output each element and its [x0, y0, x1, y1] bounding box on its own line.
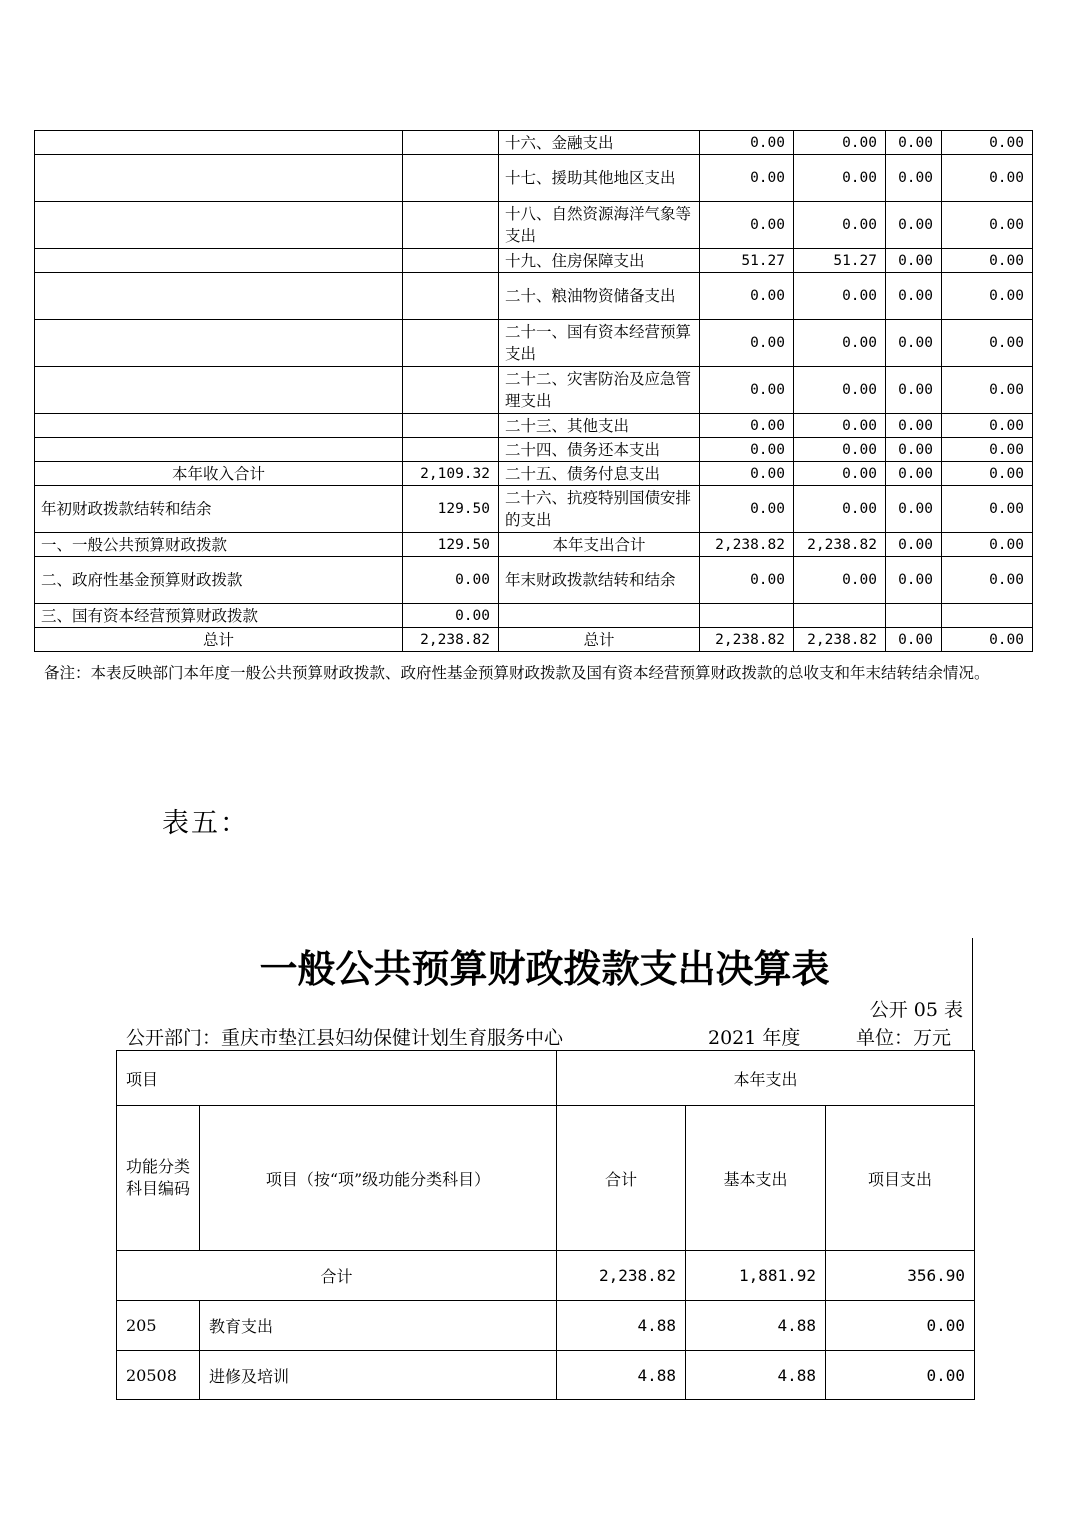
expenditure-item: 二十三、其他支出	[499, 414, 700, 438]
expenditure-item: 二十一、国有资本经营预算支出	[499, 320, 700, 367]
general-budget-value: 0.00	[794, 486, 886, 533]
header-total: 合计	[557, 1106, 686, 1251]
expenditure-item: 十六、金融支出	[499, 131, 700, 155]
table-row	[35, 249, 1033, 273]
expenditure-item: 二十、粮油物资储备支出	[499, 273, 700, 320]
row-name: 进修及培训	[200, 1351, 557, 1400]
total-value: 0.00	[700, 155, 794, 202]
state-capital-value: 0.00	[942, 414, 1033, 438]
income-label	[35, 320, 403, 367]
gov-fund-value: 0.00	[886, 414, 942, 438]
table-row	[35, 628, 1033, 652]
gov-fund-value: 0.00	[886, 438, 942, 462]
general-budget-value: 0.00	[794, 462, 886, 486]
total-value: 2,238.82	[700, 628, 794, 652]
general-budget-value: 0.00	[794, 557, 886, 604]
income-value	[403, 320, 499, 367]
expenditure-item: 十七、援助其他地区支出	[499, 155, 700, 202]
income-label: 一、一般公共预算财政拨款	[35, 533, 403, 557]
total-value: 0.00	[700, 202, 794, 249]
total-value: 0.00	[700, 367, 794, 414]
row-name: 教育支出	[200, 1301, 557, 1351]
row-total: 4.88	[557, 1301, 686, 1351]
table-row	[35, 604, 1033, 628]
state-capital-value	[942, 604, 1033, 628]
income-value	[403, 155, 499, 202]
income-label: 年初财政拨款结转和结余	[35, 486, 403, 533]
table-note: 备注：本表反映部门本年度一般公共预算财政拨款、政府性基金预算财政拨款及国有资本经营预算财政拨款的总收支和年末结转结余情况。	[44, 664, 990, 682]
table-row	[35, 414, 1033, 438]
income-label: 二、政府性基金预算财政拨款	[35, 557, 403, 604]
fiscal-year: 2021 年度	[708, 1027, 801, 1049]
table-row	[35, 486, 1033, 533]
total-value: 2,238.82	[700, 533, 794, 557]
gov-fund-value: 0.00	[886, 131, 942, 155]
table-row	[117, 1351, 975, 1400]
department-label: 公开部门：重庆市垫江县妇幼保健计划生育服务中心	[126, 1027, 564, 1049]
income-label: 三、国有资本经营预算财政拨款	[35, 604, 403, 628]
gov-fund-value: 0.00	[886, 533, 942, 557]
total-value: 0.00	[700, 557, 794, 604]
total-value: 0.00	[700, 438, 794, 462]
state-capital-value: 0.00	[942, 249, 1033, 273]
table-row	[35, 462, 1033, 486]
state-capital-value: 0.00	[942, 320, 1033, 367]
income-label: 总计	[35, 628, 403, 652]
income-label	[35, 414, 403, 438]
income-label	[35, 155, 403, 202]
budget-summary-table	[34, 130, 1033, 652]
expenditure-item: 十八、自然资源海洋气象等支出	[499, 202, 700, 249]
header-project-expenditure: 项目支出	[826, 1106, 975, 1251]
table-row	[35, 438, 1033, 462]
row-total: 4.88	[557, 1351, 686, 1400]
income-label: 本年收入合计	[35, 462, 403, 486]
header-item-detail: 项目（按“项”级功能分类科目）	[200, 1106, 557, 1251]
gov-fund-value: 0.00	[886, 320, 942, 367]
general-budget-value: 0.00	[794, 202, 886, 249]
state-capital-value: 0.00	[942, 533, 1033, 557]
expenditure-table	[116, 1050, 975, 1400]
income-value: 0.00	[403, 557, 499, 604]
row-basic: 4.88	[686, 1351, 826, 1400]
income-label	[35, 273, 403, 320]
income-value	[403, 367, 499, 414]
income-value: 2,109.32	[403, 462, 499, 486]
table-row	[35, 320, 1033, 367]
header-item: 项目	[117, 1051, 557, 1106]
table-number: 公开 05 表	[869, 999, 963, 1021]
income-value	[403, 414, 499, 438]
income-value	[403, 438, 499, 462]
row-basic: 4.88	[686, 1301, 826, 1351]
state-capital-value: 0.00	[942, 155, 1033, 202]
total-value: 0.00	[700, 462, 794, 486]
table-row	[35, 131, 1033, 155]
general-budget-value: 0.00	[794, 273, 886, 320]
expenditure-item: 本年支出合计	[499, 533, 700, 557]
state-capital-value: 0.00	[942, 202, 1033, 249]
gov-fund-value: 0.00	[886, 202, 942, 249]
title-border-line	[972, 938, 973, 1050]
total-value: 0.00	[700, 273, 794, 320]
state-capital-value: 0.00	[942, 273, 1033, 320]
unit-label: 单位：万元	[856, 1027, 952, 1049]
table-row	[35, 155, 1033, 202]
income-value	[403, 202, 499, 249]
table-row	[35, 533, 1033, 557]
general-budget-value	[794, 604, 886, 628]
state-capital-value: 0.00	[942, 438, 1033, 462]
header-basic-expenditure: 基本支出	[686, 1106, 826, 1251]
general-budget-value: 51.27	[794, 249, 886, 273]
state-capital-value: 0.00	[942, 486, 1033, 533]
gov-fund-value: 0.00	[886, 249, 942, 273]
expenditure-item: 总计	[499, 628, 700, 652]
sum-row-basic: 1,881.92	[686, 1251, 826, 1301]
report-title: 一般公共预算财政拨款支出决算表	[259, 947, 830, 991]
income-label	[35, 249, 403, 273]
gov-fund-value	[886, 604, 942, 628]
row-project: 0.00	[826, 1351, 975, 1400]
gov-fund-value: 0.00	[886, 273, 942, 320]
income-value: 2,238.82	[403, 628, 499, 652]
general-budget-value: 0.00	[794, 131, 886, 155]
expenditure-item	[499, 604, 700, 628]
total-value	[700, 604, 794, 628]
gov-fund-value: 0.00	[886, 462, 942, 486]
gov-fund-value: 0.00	[886, 155, 942, 202]
gov-fund-value: 0.00	[886, 367, 942, 414]
total-value: 0.00	[700, 131, 794, 155]
income-value: 0.00	[403, 604, 499, 628]
expenditure-item: 二十六、抗疫特别国债安排的支出	[499, 486, 700, 533]
expenditure-item: 二十五、债务付息支出	[499, 462, 700, 486]
income-label	[35, 131, 403, 155]
gov-fund-value: 0.00	[886, 486, 942, 533]
state-capital-value: 0.00	[942, 628, 1033, 652]
income-label	[35, 202, 403, 249]
total-value: 0.00	[700, 486, 794, 533]
income-value	[403, 249, 499, 273]
general-budget-value: 2,238.82	[794, 533, 886, 557]
state-capital-value: 0.00	[942, 367, 1033, 414]
row-code: 205	[117, 1301, 200, 1351]
table-row	[35, 367, 1033, 414]
expenditure-item: 二十四、债务还本支出	[499, 438, 700, 462]
income-value	[403, 131, 499, 155]
expenditure-item: 年末财政拨款结转和结余	[499, 557, 700, 604]
sum-row-label: 合计	[117, 1251, 557, 1301]
table-row	[35, 273, 1033, 320]
income-value: 129.50	[403, 533, 499, 557]
expenditure-item: 二十二、灾害防治及应急管理支出	[499, 367, 700, 414]
general-budget-value: 0.00	[794, 155, 886, 202]
general-budget-value: 0.00	[794, 414, 886, 438]
income-label	[35, 438, 403, 462]
gov-fund-value: 0.00	[886, 628, 942, 652]
income-value	[403, 273, 499, 320]
header-current-year-expenditure: 本年支出	[557, 1051, 975, 1106]
total-value: 51.27	[700, 249, 794, 273]
row-project: 0.00	[826, 1301, 975, 1351]
header-function-code: 功能分类科目编码	[117, 1106, 200, 1251]
state-capital-value: 0.00	[942, 131, 1033, 155]
table-row	[117, 1301, 975, 1351]
table-row	[35, 557, 1033, 604]
row-code: 20508	[117, 1351, 200, 1400]
state-capital-value: 0.00	[942, 462, 1033, 486]
general-budget-value: 0.00	[794, 320, 886, 367]
expenditure-item: 十九、住房保障支出	[499, 249, 700, 273]
sum-row-project: 356.90	[826, 1251, 975, 1301]
general-budget-value: 0.00	[794, 367, 886, 414]
section-label: 表五：	[162, 808, 249, 839]
total-value: 0.00	[700, 320, 794, 367]
income-label	[35, 367, 403, 414]
sum-row-total: 2,238.82	[557, 1251, 686, 1301]
total-value: 0.00	[700, 414, 794, 438]
income-value: 129.50	[403, 486, 499, 533]
general-budget-value: 2,238.82	[794, 628, 886, 652]
table-row	[35, 202, 1033, 249]
state-capital-value: 0.00	[942, 557, 1033, 604]
gov-fund-value: 0.00	[886, 557, 942, 604]
general-budget-value: 0.00	[794, 438, 886, 462]
